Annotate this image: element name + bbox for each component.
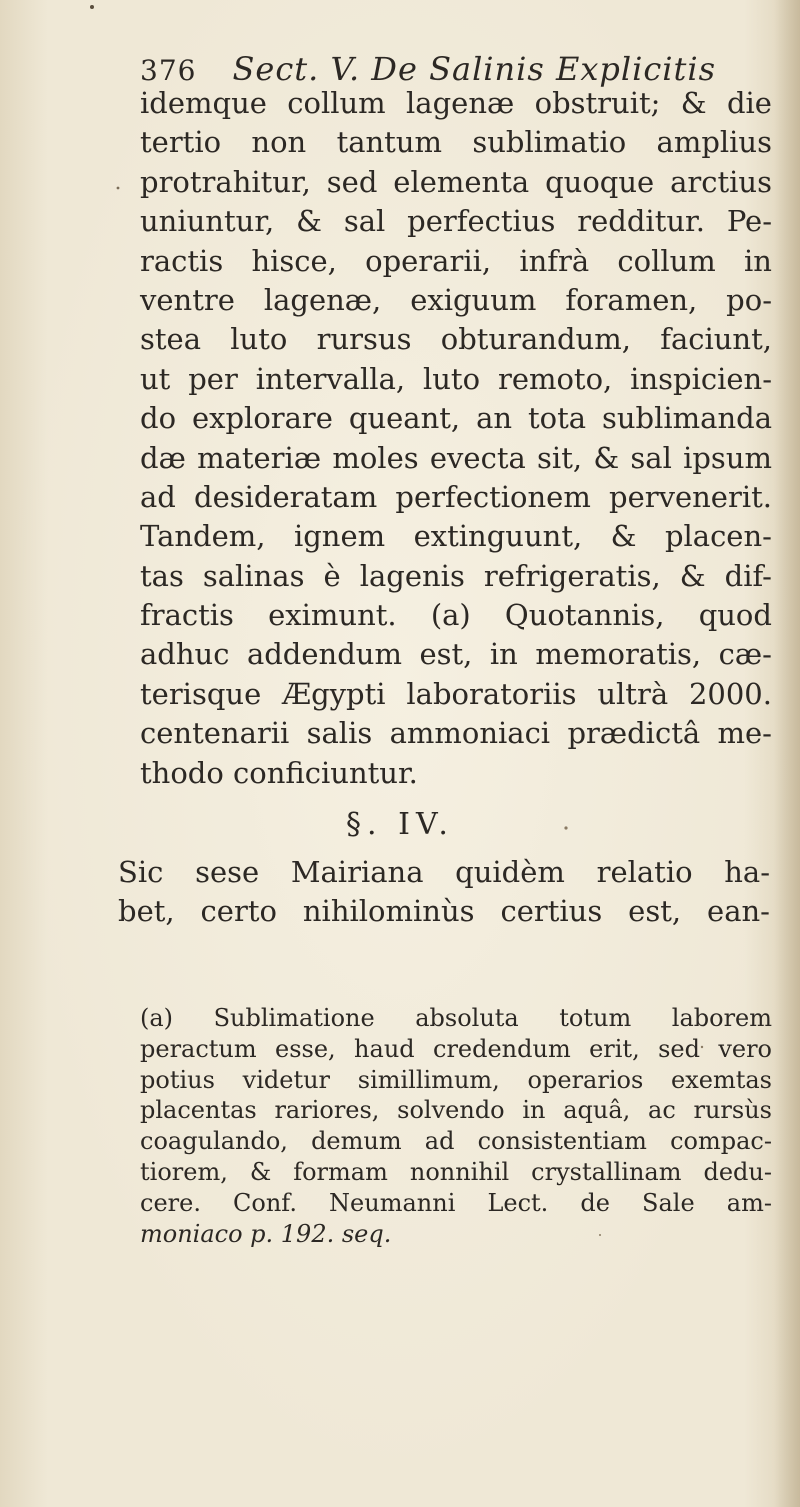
text-line: idemque collum lagenæ obstruit; & die: [140, 86, 772, 120]
text-line: bet, certo nihilominùs certius est, ean-: [118, 894, 770, 929]
main-text: [140, 84, 772, 793]
section-text: [118, 853, 770, 932]
footnote-line: tiorem, & formam nonnihil crystallinam dedu-: [140, 1157, 772, 1186]
text-line: Tandem, ignem extinguunt, & placen-: [140, 519, 772, 554]
text-line: do explorare queant, an tota sublimanda: [140, 401, 772, 436]
text-line: ut per intervalla, luto remoto, inspicien-: [140, 361, 772, 396]
footnote-line: coagulando, demum ad consistentiam compac-: [140, 1127, 772, 1156]
text-line: ventre lagenæ, exiguum foramen, po-: [140, 282, 772, 317]
text-line: stea luto rursus obturandum, faciunt,: [140, 322, 772, 357]
text-line: fractis eximunt. (a) Quotannis, quod: [140, 598, 772, 633]
text-line: adhuc addendum est, in memoratis, cæ-: [140, 637, 772, 672]
text-line: ad desideratam perfectionem pervenerit.: [140, 479, 772, 514]
footnote-line: placentas rariores, solvendo in aquâ, ac rursùs: [140, 1096, 772, 1125]
text-line: uniuntur, & sal perfectius redditur. Pe-: [140, 204, 772, 239]
text-line: tas salinas è lagenis refrigeratis, & dif-: [140, 558, 772, 593]
section-heading: §. IV.: [346, 807, 454, 842]
footnote-line: peractum esse, haud credendum erit, sed vero: [140, 1034, 772, 1063]
text-line: terisque Ægypti laboratoriis ultrà 2000.: [140, 676, 772, 711]
text-line: thodo conficiuntur.: [140, 755, 418, 790]
running-title: Sect. V. De Salinis Explicitis: [232, 50, 716, 88]
page-number: 376: [140, 54, 197, 87]
footnote-line: (a) Sublimatione absoluta totum laborem: [140, 1004, 772, 1032]
text-line: tertio non tantum sublimatio amplius: [140, 125, 772, 160]
text-line: dæ materiæ moles evecta sit, & sal ipsum: [140, 440, 772, 475]
text-line: ractis hisce, operarii, infrà collum in: [140, 243, 772, 278]
text-line: centenarii salis ammoniaci prædictâ me-: [140, 716, 772, 751]
footnote-line: potius videtur simillimum, operarios exemtas: [140, 1065, 772, 1094]
footnote-line: cere. Conf. Neumanni Lect. de Sale am-: [140, 1188, 772, 1217]
page-edge-shadow: [774, 0, 800, 1507]
text-line: Sic sese Mairiana quidèm relatio ha-: [118, 855, 770, 889]
footnote: [140, 1003, 772, 1249]
footnote-line: moniaco p. 192. seq.: [140, 1219, 392, 1248]
text-line: protrahitur, sed elementa quoque arctius: [140, 164, 772, 199]
